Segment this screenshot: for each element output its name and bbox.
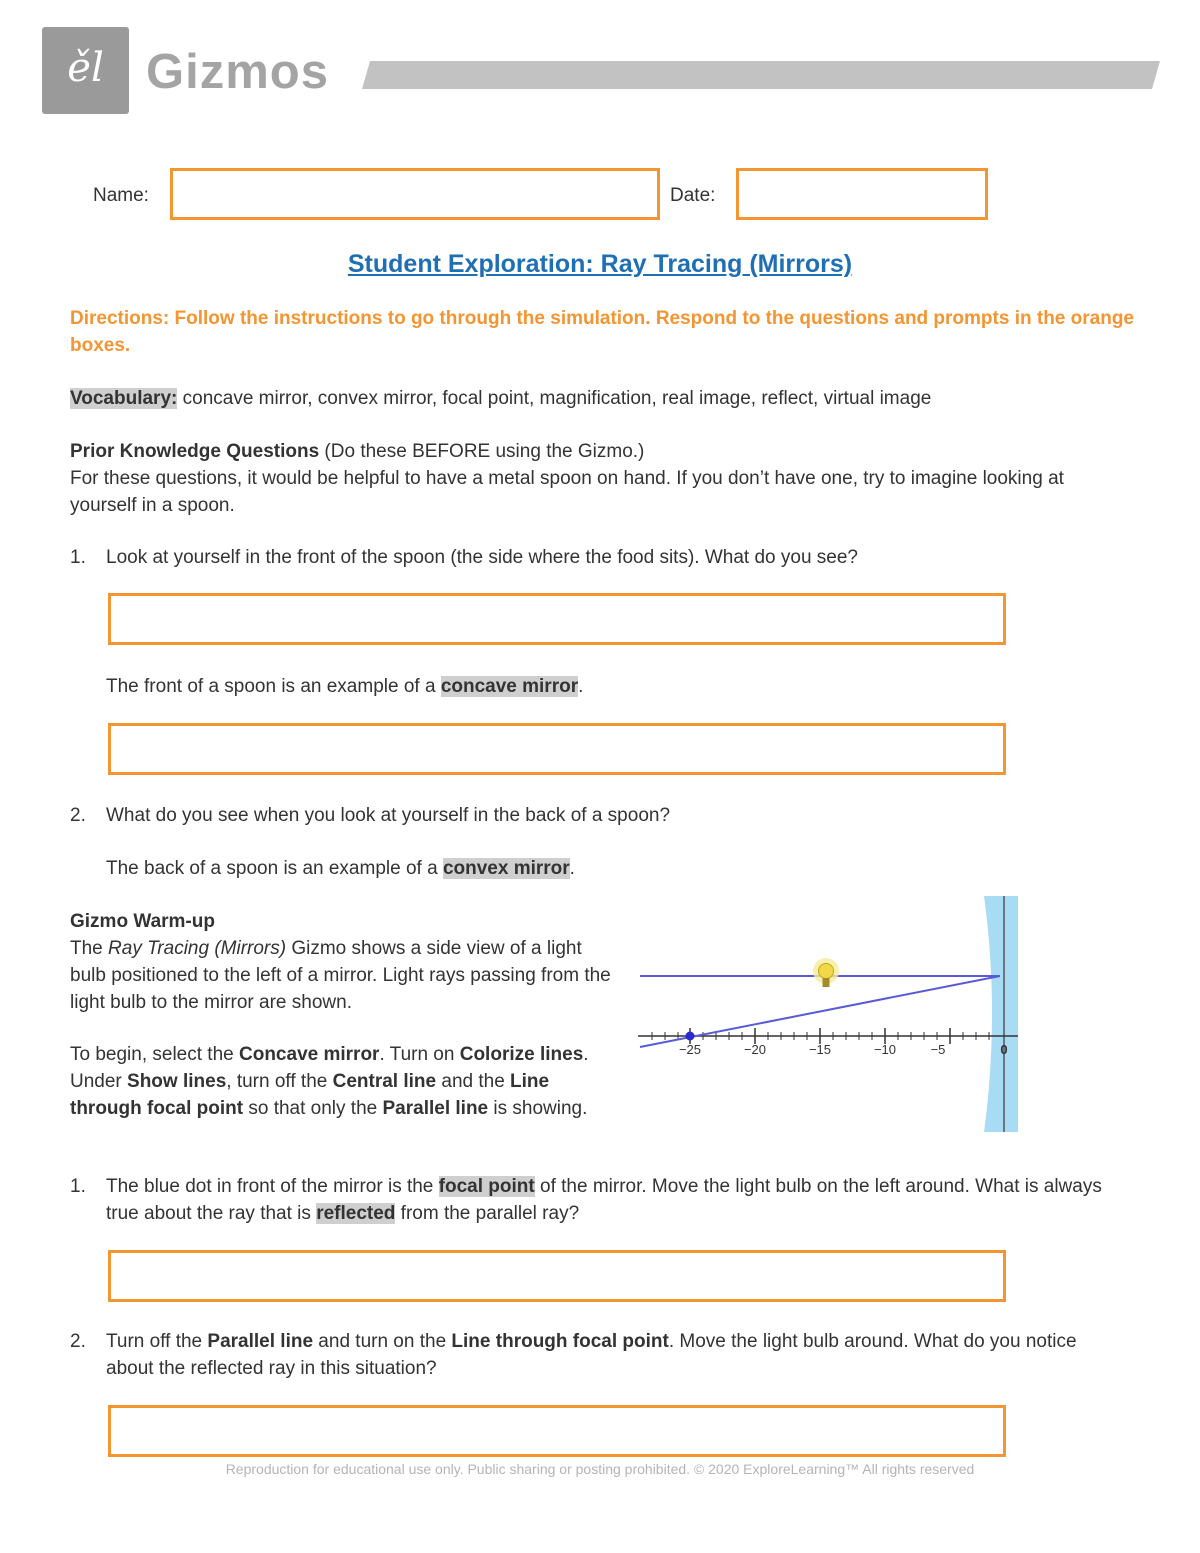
header-bar (362, 61, 1160, 89)
prior-q1-followup (106, 673, 1006, 700)
text: To begin, select the (70, 1044, 239, 1065)
term: Parallel line (382, 1098, 489, 1119)
text: The blue dot in front of the mirror is the (106, 1176, 439, 1197)
text: . Move the light bulb around. What do you notice about the reflected ray in this situation? (106, 1331, 1077, 1379)
gizmo-name: Ray Tracing (Mirrors) (108, 938, 287, 959)
name-label: Name: (93, 185, 149, 206)
text: from the parallel ray? (395, 1203, 580, 1224)
term: Colorize lines (459, 1044, 584, 1065)
tick-label-neg5: −5 (930, 1042, 946, 1057)
directions: Directions: Follow the instructions to go through the simulation. Respond to the questions and prompts in the orange boxes. (70, 308, 1134, 356)
text: of the mirror. Move the light bulb on the left around. What is always true about the ray that is (106, 1176, 1102, 1224)
text: Turn off the (106, 1331, 208, 1352)
question-text: Look at yourself in the front of the spoon (the side where the food sits). What do you see? (106, 547, 858, 568)
text: The (70, 938, 109, 959)
convex-mirror-term: convex mirror (442, 858, 570, 879)
prior-heading-note: (Do these BEFORE using the Gizmo.) (319, 441, 645, 462)
term: Line through focal point (70, 1071, 550, 1119)
text: . Under (70, 1044, 589, 1092)
tick-label-0: 0 (1000, 1042, 1008, 1057)
text: is showing. (488, 1098, 588, 1119)
warmup-title: Gizmo Warm-up (70, 911, 215, 932)
tick-label-neg10: −10 (873, 1042, 897, 1057)
question-number: 1. (70, 547, 86, 568)
footer-copyright: Reproduction for educational use only. Public sharing or posting prohibited. © 2020 ExploreLearning™ All rights reserved (225, 1461, 975, 1477)
date-label: Date: (670, 185, 716, 206)
term: Line through focal point (451, 1331, 669, 1352)
prior-intro: For these questions, it would be helpful to have a metal spoon on hand. If you don’t have one, try to imagine looking at yourself in a spoon. (70, 468, 1064, 516)
concave-mirror (984, 896, 1018, 1132)
text: so that only the (243, 1098, 383, 1119)
prior-heading: Prior Knowledge Questions (70, 441, 320, 462)
text: and turn on the (313, 1331, 452, 1352)
text: . Turn on (379, 1044, 460, 1065)
answer-box-prior-1b[interactable] (108, 723, 1006, 775)
question-number: 2. (70, 1331, 86, 1352)
followup-text: The back of a spoon is an example of a (106, 858, 443, 879)
name-field[interactable] (170, 168, 660, 220)
question-text (106, 1173, 1106, 1227)
text: , turn off the (226, 1071, 333, 1092)
answer-box-prior-1[interactable] (108, 593, 1006, 645)
tick-label-neg15: −15 (808, 1042, 832, 1057)
question-number: 1. (70, 1176, 86, 1197)
vocabulary-label: Vocabulary: (70, 388, 178, 409)
prior-knowledge-heading (70, 438, 1150, 465)
followup-period: . (569, 858, 575, 879)
term: Show lines (127, 1071, 227, 1092)
question-text (106, 1328, 1106, 1382)
focal-point-term: focal point (438, 1176, 535, 1197)
vocabulary-terms: concave mirror, convex mirror, focal point, magnification, real image, reflect, virtual image (177, 388, 932, 409)
focal-point-dot (686, 1032, 695, 1041)
term: Concave mirror (239, 1044, 380, 1065)
warmup-heading (70, 908, 615, 935)
brand-name: Gizmos (146, 45, 329, 99)
gizmos-logo (42, 27, 129, 114)
logo-glyph: ěl (67, 45, 104, 91)
answer-box-warmup-2[interactable] (108, 1405, 1006, 1457)
term: Central line (332, 1071, 437, 1092)
answer-box-warmup-1[interactable] (108, 1250, 1006, 1302)
date-field[interactable] (736, 168, 988, 220)
concave-mirror-term: concave mirror (440, 676, 579, 697)
reflected-term: reflected (316, 1203, 396, 1224)
followup-period: . (578, 676, 584, 697)
text: and the (436, 1071, 511, 1092)
tick-label-neg20: −20 (743, 1042, 767, 1057)
warmup-paragraph-2 (70, 1041, 615, 1122)
followup-text: The front of a spoon is an example of a (106, 676, 441, 697)
question-number: 2. (70, 805, 86, 826)
vocabulary (70, 385, 1170, 412)
warmup-paragraph-1 (70, 935, 615, 1016)
light-bulb-icon (813, 958, 839, 987)
text: Gizmo shows a side view of a light bulb positioned to the left of a mirror. Light rays passing from the light bulb to the mirror are shown. (70, 938, 611, 1013)
prior-q2-followup (106, 855, 1006, 882)
term: Parallel line (207, 1331, 314, 1352)
tick-label-neg25: −25 (678, 1042, 702, 1057)
question-text: What do you see when you look at yourself in the back of a spoon? (106, 805, 671, 826)
ray-tracing-figure (638, 896, 1020, 1132)
page-title: Student Exploration: Ray Tracing (Mirrors) (347, 250, 853, 278)
